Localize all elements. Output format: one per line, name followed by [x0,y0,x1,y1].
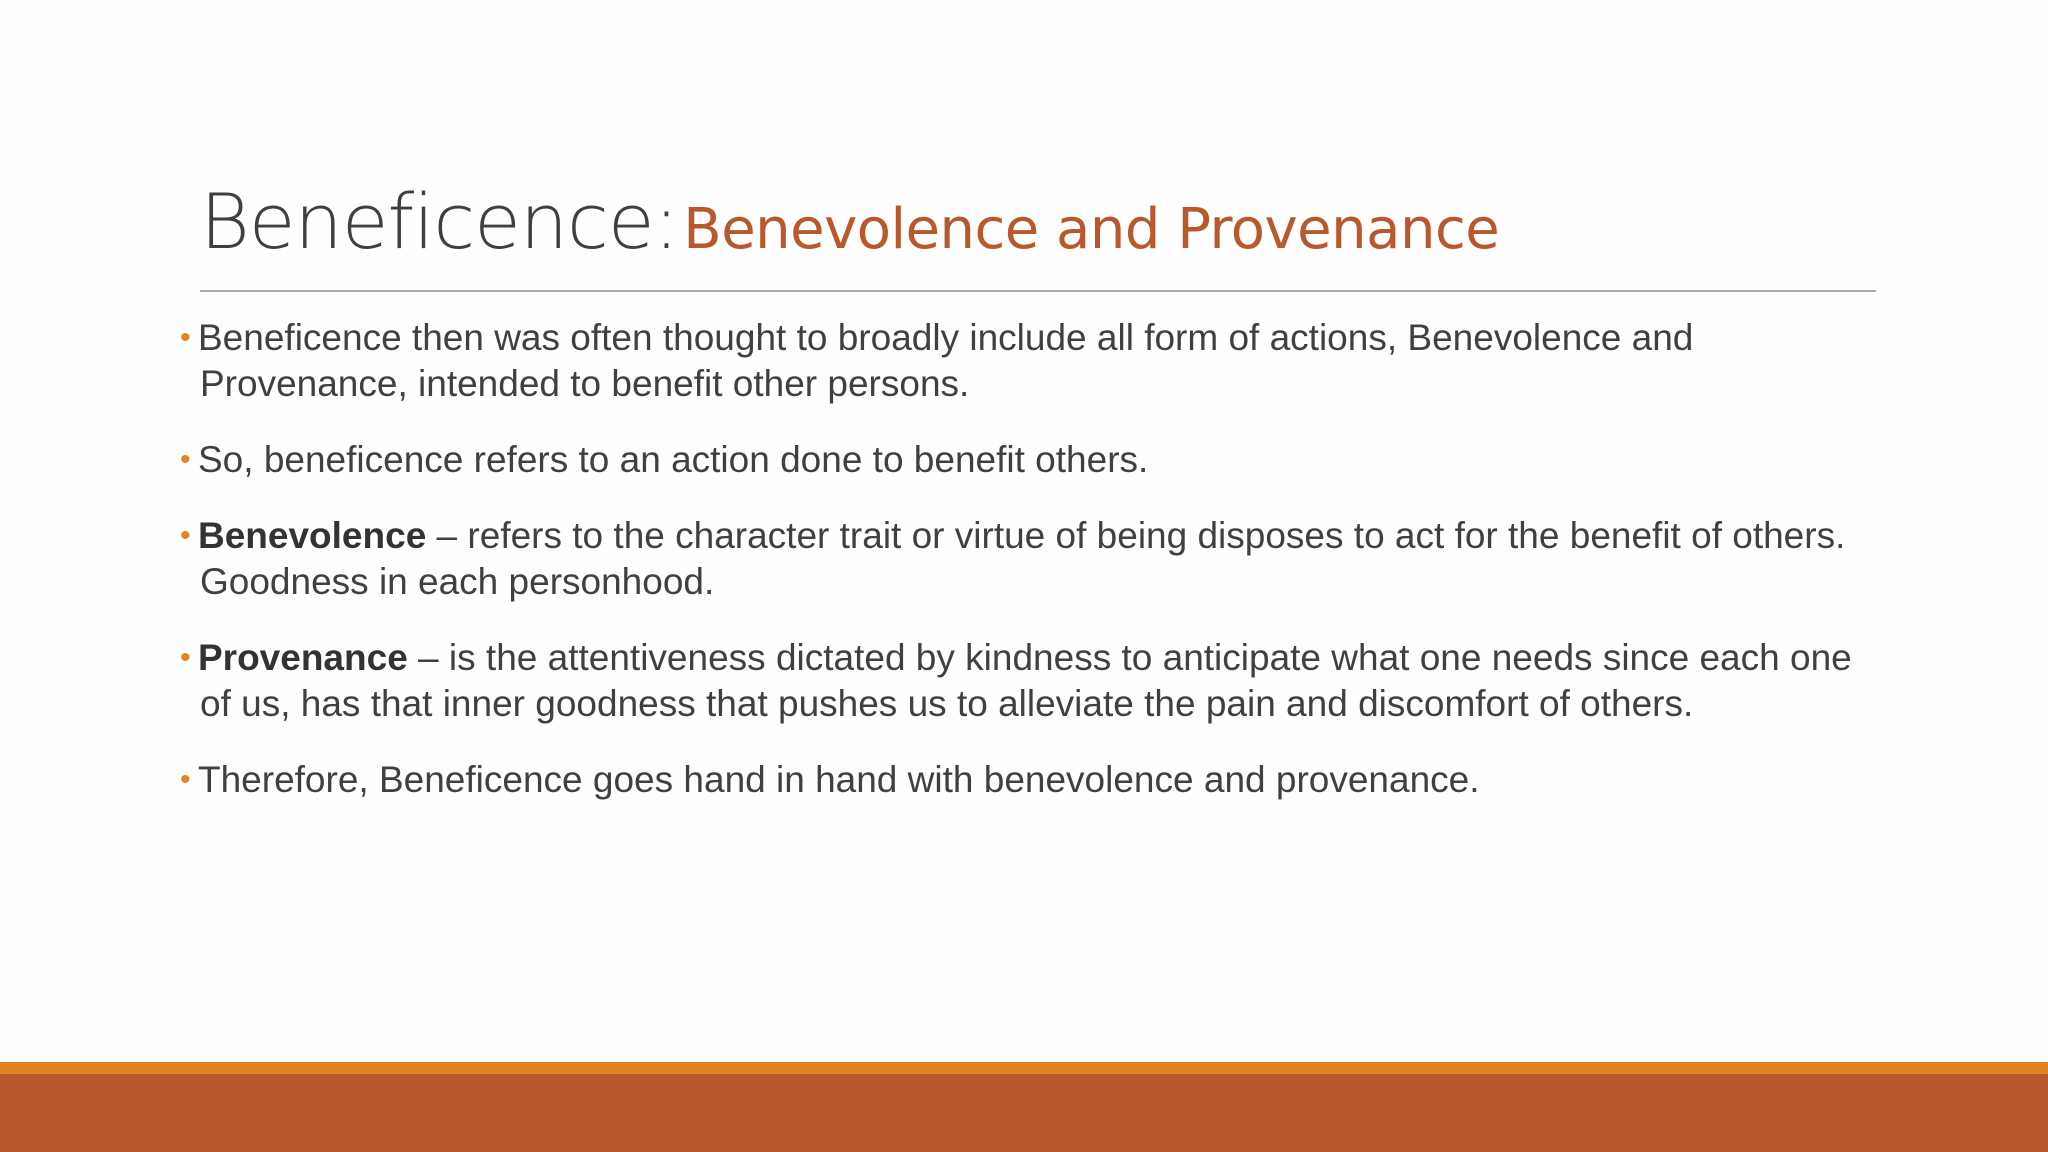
footer-accent-bar [0,1062,2048,1074]
title-divider [200,290,1876,292]
bullet-item [182,513,1882,605]
bullet-text: So, beneficence refers to an action done to benefit others. [198,439,1149,480]
bullet-term: Benevolence [198,515,427,556]
bullet-list [182,315,1882,833]
bullet-item [182,757,1882,803]
bullet-term: Provenance [198,637,408,678]
bullet-text: – refers to the character trait or virtue of being disposes to act for the benefit of others. Goodness in each personhood. [200,515,1846,602]
slide-title [200,177,1880,266]
bullet-text: Beneficence then was often thought to broadly include all form of actions, Benevolence and Provenance, intended to benefit other persons. [198,317,1694,404]
title-main: Beneficence: [200,177,679,266]
bullet-dot-icon: • [180,321,191,354]
bullet-item [182,635,1882,727]
bullet-text: – is the attentiveness dictated by kindness to anticipate what one needs since each one of us, has that inner goodness that pushes us to alleviate the pain and discomfort of others. [200,637,1852,724]
bullet-dot-icon: • [180,443,191,476]
bullet-item [182,315,1882,407]
bullet-dot-icon: • [180,519,191,552]
footer-band [0,1074,2048,1152]
bullet-text: Therefore, Beneficence goes hand in hand with benevolence and provenance. [198,759,1480,800]
bullet-item [182,437,1882,483]
bullet-dot-icon: • [180,641,191,674]
title-subtitle: Benevolence and Provenance [683,197,1500,262]
bullet-dot-icon: • [180,763,191,796]
